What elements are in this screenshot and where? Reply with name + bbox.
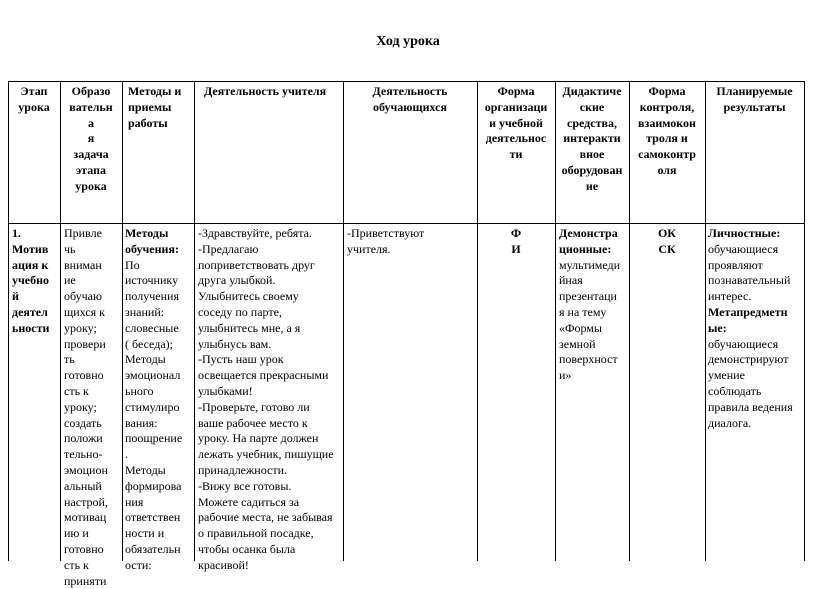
col-divider (804, 81, 805, 561)
didactic-title: Демонстра ционные: (559, 226, 618, 256)
header-teacher-activity: Деятельность учителя (204, 84, 327, 98)
teacher-activity-cell: -Здравствуйте, ребята. -Предлагаю поприветствовать друг друга улыбкой. Улыбнитесь своему соседу по парте, улыбнитесь мне, а я улыбнусь вам. -Пусть наш урок освещается прекрасными улыбками! -Проверьте, готово ли ваше рабочее место к уроку. На парте должен лежать учебник, пишущие принадлежности. -Вижу все готовы. Можете садиться за рабочие места, не забывая о правильной посадке, чтобы осанка была красивой! (198, 226, 334, 572)
col-divider (343, 81, 344, 561)
didactic-text: мультимеди йная презентаци я на тему «Формы земной поверхност и» (559, 257, 621, 383)
results-personal-text: обучающиеся проявляют познавательный интерес. (708, 241, 791, 304)
methods-text: По источнику получения знаний: словесные ( беседа); Методы эмоционал ьного стимулиро вания: поощрение . Методы формирова ния ответствен ности и обязательн ости: (125, 257, 183, 572)
header-student-activity: Деятельность обучающихся (372, 84, 448, 114)
header-planned-results: Планируемые результаты (716, 84, 793, 114)
form-cell: Ф И (510, 226, 522, 256)
col-divider (194, 81, 195, 561)
header-control-form: Форма контроля, взаимокон троля и самоконтр оля (638, 84, 696, 177)
control-cell: ОК СК (657, 226, 677, 256)
row-divider (8, 223, 805, 224)
task-cell: Привле чь вниман ие обучаю щихся к уроку; провери ть готовно сть к уроку; создать положи тельно- эмоцион альный настрой, мотивац ию и готовно сть к приняти (64, 226, 108, 588)
results-personal-title: Личностные: (708, 226, 781, 240)
header-task: Образо вательн а я задача этапа урока (69, 84, 113, 193)
stage-cell: 1. Мотив ация к учебно й деятел ьности (12, 226, 50, 335)
methods-cell (125, 226, 182, 574)
col-divider (705, 81, 706, 561)
table-border-top (8, 81, 805, 82)
header-methods: Методы и приемы работы (128, 84, 182, 130)
header-didactic-means: Дидактиче ские средства, интеракти вное оборудован ие (561, 84, 623, 193)
header-form-organization: Форма организаци и учебной деятельнос ти (484, 84, 548, 162)
student-activity-cell: -Приветствуют учителя. (347, 226, 425, 256)
results-cell (708, 226, 793, 431)
methods-title: Методы обучения: (125, 226, 179, 256)
header-stage: Этап урока (18, 84, 50, 114)
col-divider (8, 81, 9, 561)
col-divider (122, 81, 123, 561)
didactic-cell (559, 226, 620, 384)
results-meta-title: Метапредметн ые: (708, 304, 788, 335)
page-title: Ход урока (376, 34, 440, 49)
results-meta-text: обучающиеся демонстрируют умение соблюдать правила ведения диалога. (708, 336, 793, 430)
